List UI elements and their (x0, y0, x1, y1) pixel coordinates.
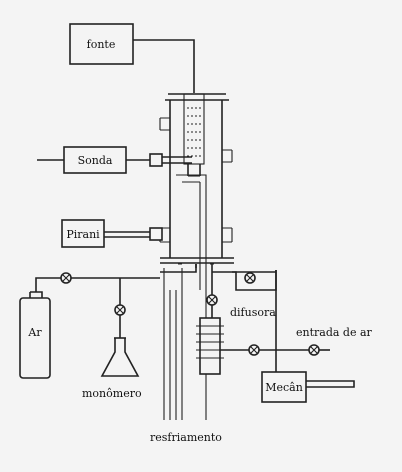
reactor-chamber (160, 94, 234, 264)
ar-label: Ar (28, 326, 42, 339)
monomero-label: monômero (82, 387, 142, 400)
pirani-connector (104, 232, 150, 237)
pirani-label: Pirani (66, 228, 100, 241)
valve-bypass (245, 273, 255, 283)
valve-air-inlet (309, 345, 319, 355)
sonda-rod (162, 157, 192, 163)
valve-ar-line (61, 273, 71, 283)
resfriamento-label: resfriamento (150, 431, 222, 444)
port-right-mid (222, 150, 232, 162)
mecanica-label: Mecân (265, 381, 303, 394)
diffusion-pump (196, 318, 224, 374)
pirani-flange (150, 228, 162, 240)
gas-line-main (36, 278, 160, 292)
fonte-cable (133, 40, 194, 93)
monomer-flask (102, 338, 138, 376)
sonda-flange (150, 154, 162, 166)
sonda-label: Sonda (77, 154, 113, 167)
bypass-line (212, 270, 276, 290)
entrada-de-ar-label: entrada de ar (296, 326, 372, 339)
mecanica-exhaust (306, 381, 354, 387)
valve-foreline (249, 345, 259, 355)
cooling-pipe-a (176, 175, 206, 420)
valve-monomer (115, 305, 125, 315)
port-right-low (222, 228, 232, 242)
fonte-label: fonte (86, 38, 116, 51)
port-left-top (160, 118, 170, 130)
difusora-label: difusora (230, 306, 276, 319)
valve-diffusion (207, 295, 217, 305)
